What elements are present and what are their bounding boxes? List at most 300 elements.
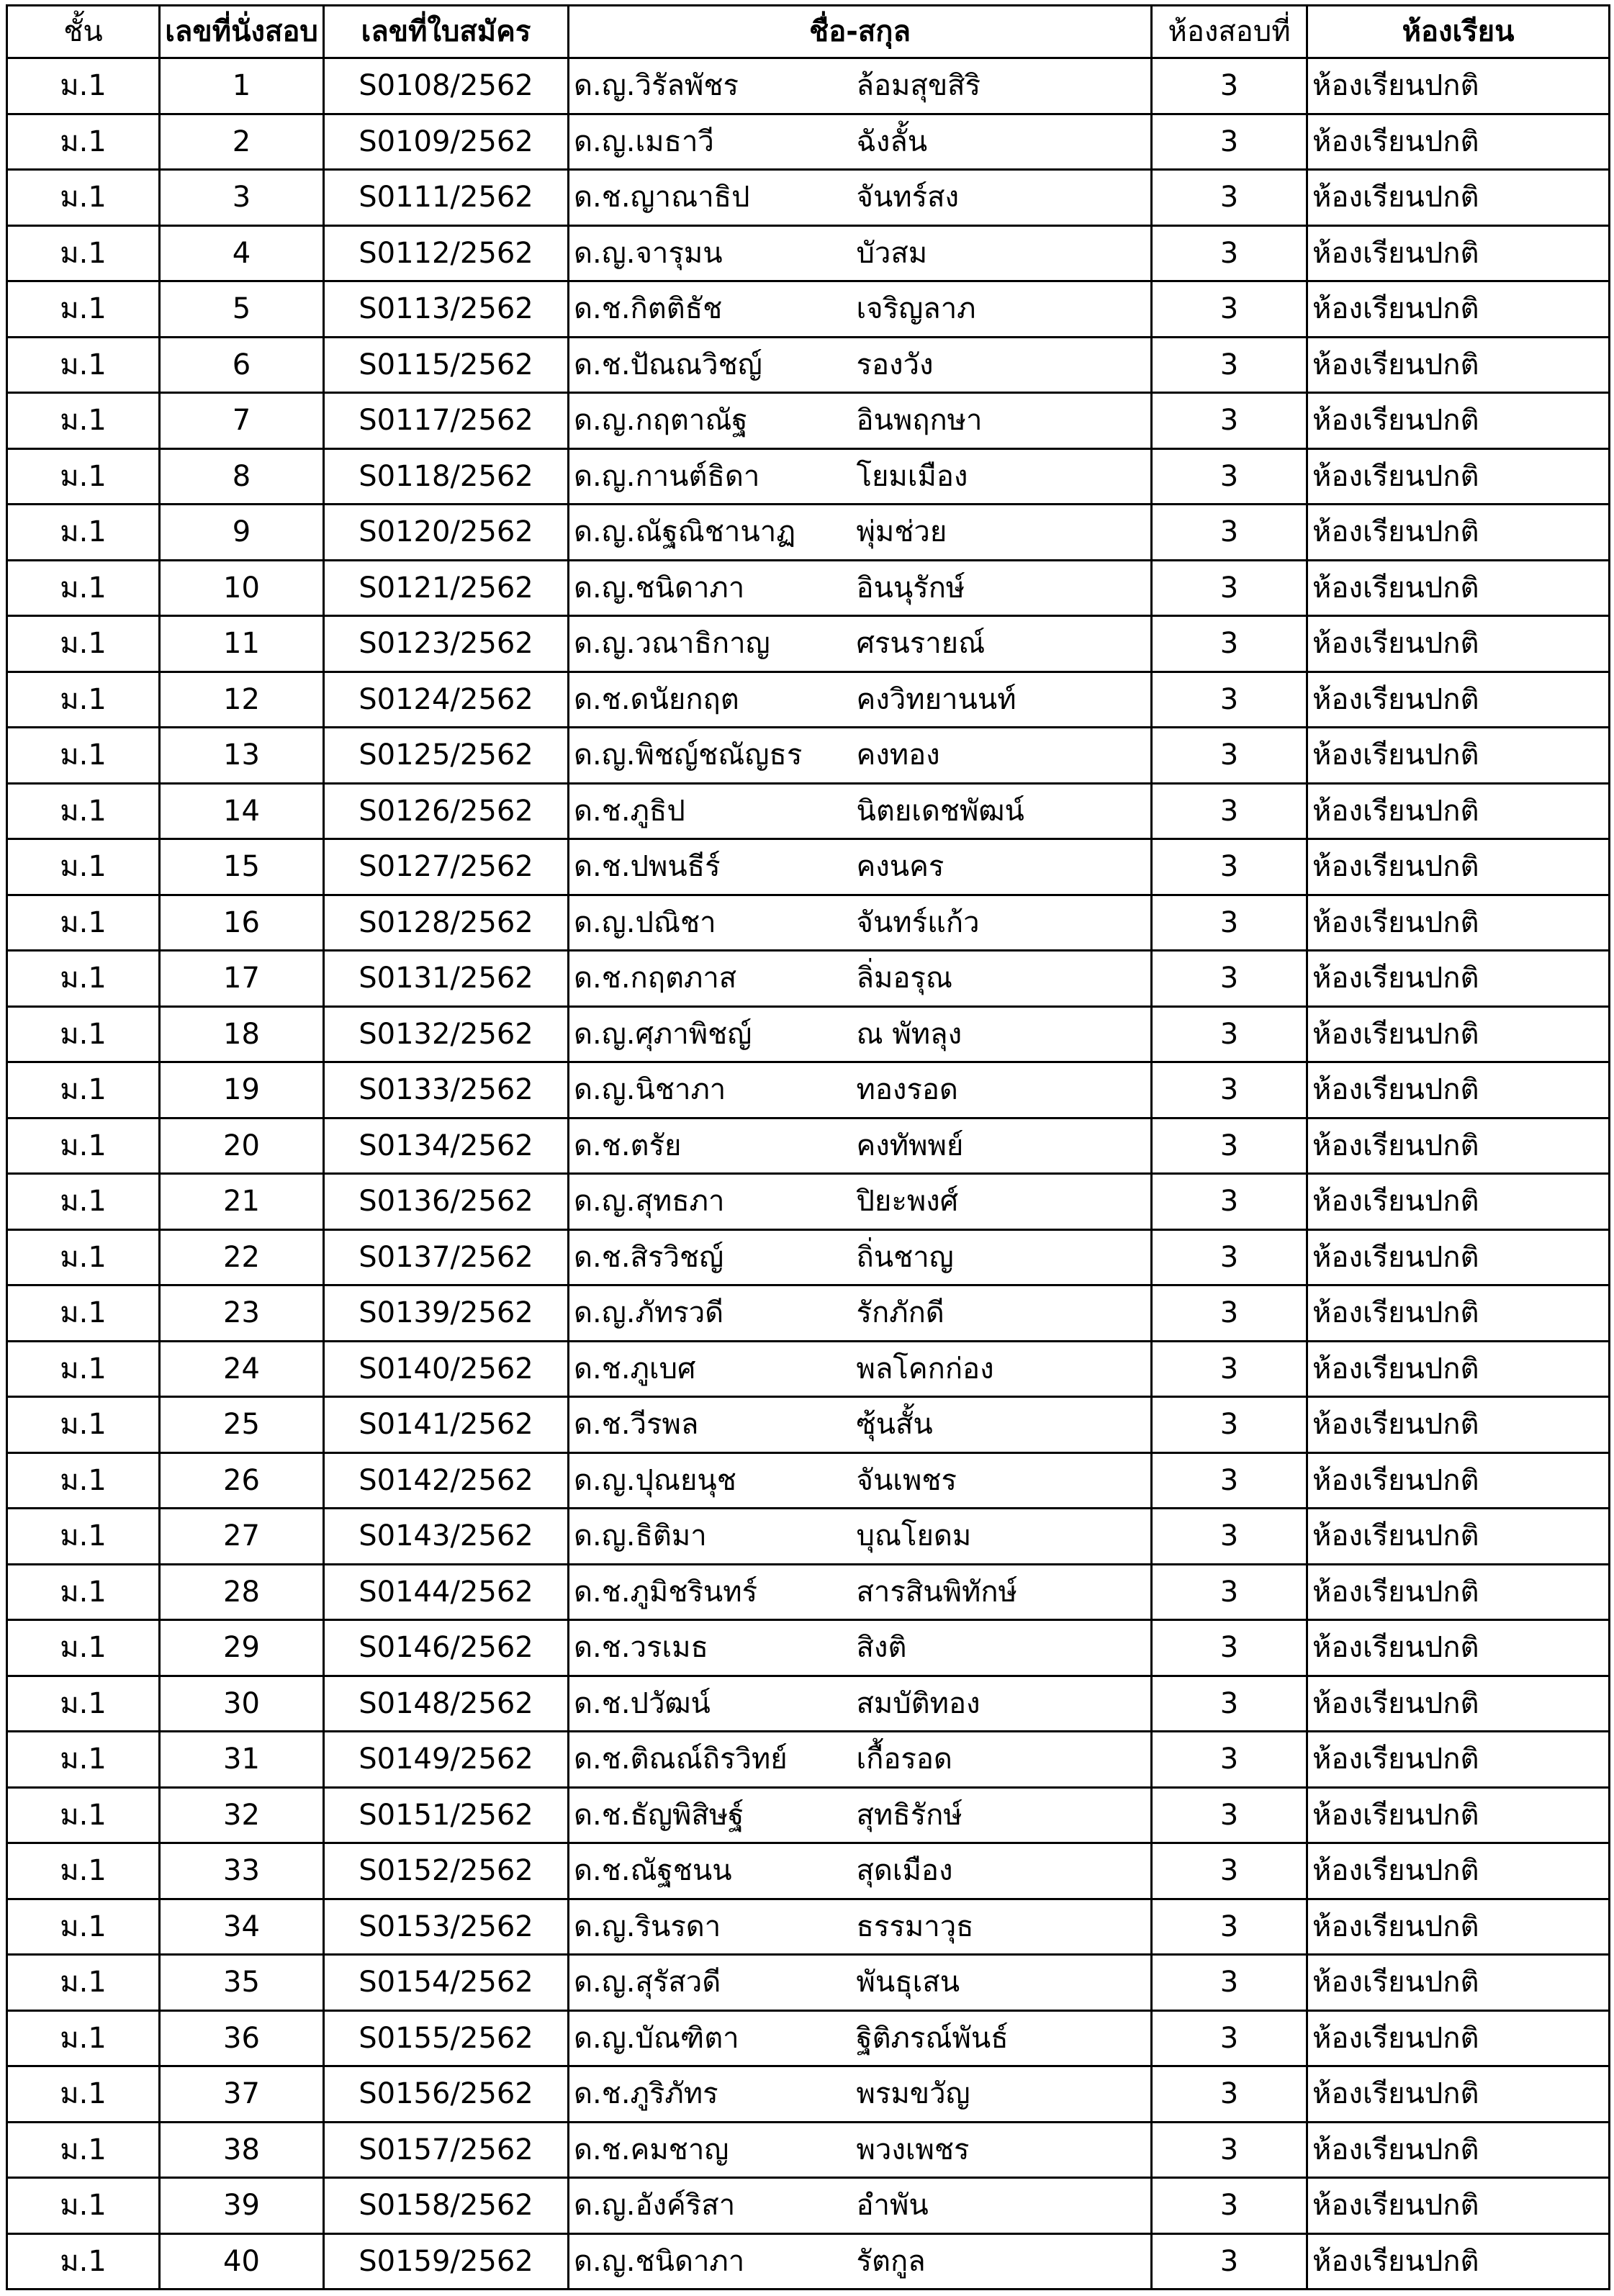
- cell-classroom: ห้องเรียนปกติ: [1307, 1006, 1610, 1062]
- cell-first-name: ด.ญ.นิชาภา: [569, 1062, 857, 1118]
- table-row: [7, 505, 1610, 561]
- cell-application-number: S0113/2562: [324, 281, 569, 338]
- cell-exam-room: 3: [1152, 1620, 1307, 1676]
- cell-application-number: S0149/2562: [324, 1732, 569, 1788]
- cell-seat-number: 38: [160, 2122, 324, 2178]
- cell-classroom: ห้องเรียนปกติ: [1307, 2178, 1610, 2234]
- table-row: [7, 170, 1610, 226]
- cell-first-name: ด.ญ.บัณฑิตา: [569, 2010, 857, 2066]
- cell-first-name: ด.ญ.วิรัลพัชร: [569, 58, 857, 114]
- cell-seat-number: 40: [160, 2233, 324, 2290]
- cell-first-name: ด.ญ.วณาธิกาญ: [569, 616, 857, 672]
- cell-exam-room: 3: [1152, 1509, 1307, 1565]
- cell-application-number: S0156/2562: [324, 2066, 569, 2123]
- cell-classroom: ห้องเรียนปกติ: [1307, 2122, 1610, 2178]
- cell-exam-room: 3: [1152, 1564, 1307, 1620]
- cell-surname: บัวสม: [857, 225, 1152, 281]
- cell-classroom: ห้องเรียนปกติ: [1307, 1341, 1610, 1397]
- cell-surname: ฉังลั้น: [857, 114, 1152, 170]
- cell-classroom: ห้องเรียนปกติ: [1307, 560, 1610, 616]
- cell-surname: สมบัติทอง: [857, 1676, 1152, 1732]
- cell-classroom: ห้องเรียนปกติ: [1307, 951, 1610, 1007]
- table-row: [7, 1787, 1610, 1843]
- cell-surname: จันทร์สง: [857, 170, 1152, 226]
- cell-application-number: S0132/2562: [324, 1006, 569, 1062]
- exam-seating-table: [6, 4, 1610, 2290]
- cell-surname: พุ่มช่วย: [857, 505, 1152, 561]
- cell-application-number: S0134/2562: [324, 1118, 569, 1174]
- cell-exam-room: 3: [1152, 1341, 1307, 1397]
- cell-first-name: ด.ญ.กฤตาณัฐ: [569, 393, 857, 449]
- cell-exam-room: 3: [1152, 1676, 1307, 1732]
- table-row: [7, 2122, 1610, 2178]
- cell-surname: สุดเมือง: [857, 1843, 1152, 1899]
- cell-exam-room: 3: [1152, 2122, 1307, 2178]
- cell-grade: ม.1: [7, 2066, 160, 2123]
- cell-classroom: ห้องเรียนปกติ: [1307, 1620, 1610, 1676]
- cell-exam-room: 3: [1152, 783, 1307, 839]
- cell-first-name: ด.ช.คมชาญ: [569, 2122, 857, 2178]
- table-row: [7, 1397, 1610, 1453]
- cell-seat-number: 17: [160, 951, 324, 1007]
- cell-surname: ซุ้นสั้น: [857, 1397, 1152, 1453]
- cell-application-number: S0144/2562: [324, 1564, 569, 1620]
- cell-seat-number: 18: [160, 1006, 324, 1062]
- cell-grade: ม.1: [7, 1732, 160, 1788]
- cell-classroom: ห้องเรียนปกติ: [1307, 783, 1610, 839]
- table-row: [7, 1955, 1610, 2011]
- cell-seat-number: 8: [160, 448, 324, 505]
- cell-seat-number: 6: [160, 337, 324, 393]
- cell-seat-number: 35: [160, 1955, 324, 2011]
- table-row: [7, 951, 1610, 1007]
- cell-classroom: ห้องเรียนปกติ: [1307, 114, 1610, 170]
- cell-exam-room: 3: [1152, 505, 1307, 561]
- cell-application-number: S0154/2562: [324, 1955, 569, 2011]
- cell-surname: นิตยเดชพัฒน์: [857, 783, 1152, 839]
- cell-grade: ม.1: [7, 2233, 160, 2290]
- cell-surname: อินนุรักษ์: [857, 560, 1152, 616]
- cell-seat-number: 12: [160, 672, 324, 728]
- cell-exam-room: 3: [1152, 58, 1307, 114]
- cell-seat-number: 5: [160, 281, 324, 338]
- cell-exam-room: 3: [1152, 1787, 1307, 1843]
- cell-first-name: ด.ญ.พิชญ์ชณัญธร: [569, 728, 857, 784]
- cell-application-number: S0111/2562: [324, 170, 569, 226]
- table-row: [7, 1732, 1610, 1788]
- cell-first-name: ด.ญ.ปณิชา: [569, 895, 857, 951]
- table-row: [7, 1006, 1610, 1062]
- cell-exam-room: 3: [1152, 1452, 1307, 1509]
- cell-classroom: ห้องเรียนปกติ: [1307, 672, 1610, 728]
- cell-grade: ม.1: [7, 1341, 160, 1397]
- cell-exam-room: 3: [1152, 1843, 1307, 1899]
- cell-application-number: S0143/2562: [324, 1509, 569, 1565]
- roster-sheet: [6, 4, 1608, 2290]
- cell-application-number: S0109/2562: [324, 114, 569, 170]
- cell-surname: รักภักดี: [857, 1285, 1152, 1342]
- cell-grade: ม.1: [7, 58, 160, 114]
- cell-seat-number: 30: [160, 1676, 324, 1732]
- cell-surname: พรมขวัญ: [857, 2066, 1152, 2123]
- cell-exam-room: 3: [1152, 1118, 1307, 1174]
- cell-grade: ม.1: [7, 448, 160, 505]
- cell-classroom: ห้องเรียนปกติ: [1307, 1229, 1610, 1285]
- cell-surname: สารสินพิทักษ์: [857, 1564, 1152, 1620]
- cell-exam-room: 3: [1152, 895, 1307, 951]
- cell-exam-room: 3: [1152, 1229, 1307, 1285]
- cell-classroom: ห้องเรียนปกติ: [1307, 839, 1610, 895]
- cell-first-name: ด.ญ.ชนิดาภา: [569, 2233, 857, 2290]
- cell-seat-number: 34: [160, 1899, 324, 1955]
- table-row: [7, 1285, 1610, 1342]
- cell-surname: โยมเมือง: [857, 448, 1152, 505]
- cell-surname: ณ พัทลุง: [857, 1006, 1152, 1062]
- cell-classroom: ห้องเรียนปกติ: [1307, 225, 1610, 281]
- cell-grade: ม.1: [7, 839, 160, 895]
- cell-application-number: S0112/2562: [324, 225, 569, 281]
- cell-seat-number: 23: [160, 1285, 324, 1342]
- cell-grade: ม.1: [7, 1509, 160, 1565]
- table-row: [7, 1341, 1610, 1397]
- cell-exam-room: 3: [1152, 281, 1307, 338]
- cell-grade: ม.1: [7, 1118, 160, 1174]
- cell-application-number: S0125/2562: [324, 728, 569, 784]
- cell-application-number: S0123/2562: [324, 616, 569, 672]
- cell-classroom: ห้องเรียนปกติ: [1307, 1564, 1610, 1620]
- cell-exam-room: 3: [1152, 2178, 1307, 2234]
- table-row: [7, 1452, 1610, 1509]
- cell-exam-room: 3: [1152, 728, 1307, 784]
- cell-application-number: S0139/2562: [324, 1285, 569, 1342]
- table-row: [7, 393, 1610, 449]
- cell-seat-number: 4: [160, 225, 324, 281]
- cell-exam-room: 3: [1152, 2233, 1307, 2290]
- cell-classroom: ห้องเรียนปกติ: [1307, 1397, 1610, 1453]
- cell-first-name: ด.ช.ปวัฒน์: [569, 1676, 857, 1732]
- cell-surname: ถิ่นชาญ: [857, 1229, 1152, 1285]
- cell-seat-number: 25: [160, 1397, 324, 1453]
- table-row: [7, 728, 1610, 784]
- cell-surname: อำพัน: [857, 2178, 1152, 2234]
- cell-application-number: S0108/2562: [324, 58, 569, 114]
- cell-seat-number: 15: [160, 839, 324, 895]
- cell-first-name: ด.ช.ญาณาธิป: [569, 170, 857, 226]
- roster-body: [7, 58, 1610, 2290]
- cell-exam-room: 3: [1152, 393, 1307, 449]
- table-row: [7, 560, 1610, 616]
- cell-exam-room: 3: [1152, 114, 1307, 170]
- table-row: [7, 1843, 1610, 1899]
- cell-seat-number: 2: [160, 114, 324, 170]
- cell-application-number: S0152/2562: [324, 1843, 569, 1899]
- cell-application-number: S0117/2562: [324, 393, 569, 449]
- table-row: [7, 672, 1610, 728]
- cell-grade: ม.1: [7, 2178, 160, 2234]
- cell-exam-room: 3: [1152, 1062, 1307, 1118]
- cell-first-name: ด.ญ.ศุภาพิชญ์: [569, 1006, 857, 1062]
- cell-surname: เกื้อรอด: [857, 1732, 1152, 1788]
- cell-exam-room: 3: [1152, 560, 1307, 616]
- cell-classroom: ห้องเรียนปกติ: [1307, 895, 1610, 951]
- cell-grade: ม.1: [7, 1452, 160, 1509]
- cell-grade: ม.1: [7, 672, 160, 728]
- cell-application-number: S0128/2562: [324, 895, 569, 951]
- cell-first-name: ด.ญ.เมธาวี: [569, 114, 857, 170]
- cell-classroom: ห้องเรียนปกติ: [1307, 1899, 1610, 1955]
- cell-grade: ม.1: [7, 2010, 160, 2066]
- cell-classroom: ห้องเรียนปกติ: [1307, 1955, 1610, 2011]
- cell-classroom: ห้องเรียนปกติ: [1307, 1509, 1610, 1565]
- cell-grade: ม.1: [7, 895, 160, 951]
- cell-surname: ฐิติภรณ์พันธ์: [857, 2010, 1152, 2066]
- cell-first-name: ด.ช.ดนัยกฤต: [569, 672, 857, 728]
- cell-exam-room: 3: [1152, 2010, 1307, 2066]
- cell-seat-number: 37: [160, 2066, 324, 2123]
- cell-surname: จันทร์แก้ว: [857, 895, 1152, 951]
- cell-application-number: S0151/2562: [324, 1787, 569, 1843]
- cell-surname: คงทัพพย์: [857, 1118, 1152, 1174]
- cell-exam-room: 3: [1152, 1006, 1307, 1062]
- cell-grade: ม.1: [7, 783, 160, 839]
- cell-surname: สิงติ: [857, 1620, 1152, 1676]
- cell-first-name: ด.ช.สิรวิชญ์: [569, 1229, 857, 1285]
- cell-grade: ม.1: [7, 1564, 160, 1620]
- cell-surname: พลโคกก่อง: [857, 1341, 1152, 1397]
- cell-first-name: ด.ช.ณัฐชนน: [569, 1843, 857, 1899]
- cell-first-name: ด.ช.วรเมธ: [569, 1620, 857, 1676]
- cell-classroom: ห้องเรียนปกติ: [1307, 1118, 1610, 1174]
- table-row: [7, 2010, 1610, 2066]
- cell-grade: ม.1: [7, 1955, 160, 2011]
- table-row: [7, 1118, 1610, 1174]
- header-grade: ชั้น: [7, 6, 160, 58]
- cell-surname: คงทอง: [857, 728, 1152, 784]
- cell-first-name: ด.ช.ภูริภัทร: [569, 2066, 857, 2123]
- cell-classroom: ห้องเรียนปกติ: [1307, 1676, 1610, 1732]
- cell-first-name: ด.ญ.ปุณยนุช: [569, 1452, 857, 1509]
- cell-application-number: S0133/2562: [324, 1062, 569, 1118]
- cell-seat-number: 33: [160, 1843, 324, 1899]
- cell-classroom: ห้องเรียนปกติ: [1307, 170, 1610, 226]
- cell-grade: ม.1: [7, 337, 160, 393]
- cell-classroom: ห้องเรียนปกติ: [1307, 1174, 1610, 1230]
- cell-surname: ศรนรายณ์: [857, 616, 1152, 672]
- cell-surname: ปิยะพงศ์: [857, 1174, 1152, 1230]
- cell-surname: ล้อมสุขสิริ: [857, 58, 1152, 114]
- cell-grade: ม.1: [7, 1787, 160, 1843]
- cell-exam-room: 3: [1152, 839, 1307, 895]
- cell-seat-number: 13: [160, 728, 324, 784]
- header-classroom: ห้องเรียน: [1307, 6, 1610, 58]
- cell-first-name: ด.ช.ภูมิชรินทร์: [569, 1564, 857, 1620]
- cell-exam-room: 3: [1152, 448, 1307, 505]
- cell-application-number: S0124/2562: [324, 672, 569, 728]
- cell-application-number: S0136/2562: [324, 1174, 569, 1230]
- cell-surname: คงวิทยานนท์: [857, 672, 1152, 728]
- header-exam-room: ห้องสอบที่: [1152, 6, 1307, 58]
- cell-first-name: ด.ช.วีรพล: [569, 1397, 857, 1453]
- cell-application-number: S0142/2562: [324, 1452, 569, 1509]
- cell-grade: ม.1: [7, 1229, 160, 1285]
- cell-application-number: S0126/2562: [324, 783, 569, 839]
- cell-exam-room: 3: [1152, 1397, 1307, 1453]
- cell-first-name: ด.ช.ปพนธีร์: [569, 839, 857, 895]
- cell-first-name: ด.ญ.ชนิดาภา: [569, 560, 857, 616]
- cell-exam-room: 3: [1152, 2066, 1307, 2123]
- cell-exam-room: 3: [1152, 1174, 1307, 1230]
- cell-seat-number: 1: [160, 58, 324, 114]
- cell-seat-number: 36: [160, 2010, 324, 2066]
- table-row: [7, 1509, 1610, 1565]
- cell-surname: ลิ่มอรุณ: [857, 951, 1152, 1007]
- cell-grade: ม.1: [7, 1676, 160, 1732]
- cell-surname: พวงเพชร: [857, 2122, 1152, 2178]
- cell-surname: จันเพชร: [857, 1452, 1152, 1509]
- table-row: [7, 895, 1610, 951]
- cell-seat-number: 26: [160, 1452, 324, 1509]
- cell-grade: ม.1: [7, 1174, 160, 1230]
- cell-application-number: S0140/2562: [324, 1341, 569, 1397]
- cell-seat-number: 21: [160, 1174, 324, 1230]
- cell-grade: ม.1: [7, 1006, 160, 1062]
- cell-seat-number: 32: [160, 1787, 324, 1843]
- cell-surname: ธรรมาวุธ: [857, 1899, 1152, 1955]
- cell-grade: ม.1: [7, 1397, 160, 1453]
- cell-grade: ม.1: [7, 170, 160, 226]
- cell-first-name: ด.ช.กฤตภาส: [569, 951, 857, 1007]
- table-row: [7, 616, 1610, 672]
- table-row: [7, 2178, 1610, 2234]
- cell-seat-number: 29: [160, 1620, 324, 1676]
- cell-application-number: S0141/2562: [324, 1397, 569, 1453]
- table-row: [7, 1229, 1610, 1285]
- cell-first-name: ด.ญ.จารุมน: [569, 225, 857, 281]
- cell-grade: ม.1: [7, 728, 160, 784]
- cell-first-name: ด.ช.ภูเบศ: [569, 1341, 857, 1397]
- cell-application-number: S0158/2562: [324, 2178, 569, 2234]
- cell-classroom: ห้องเรียนปกติ: [1307, 1062, 1610, 1118]
- cell-seat-number: 39: [160, 2178, 324, 2234]
- header-full-name: ชื่อ-สกุล: [569, 6, 1152, 58]
- header-application-number: เลขที่ใบสมัคร: [324, 6, 569, 58]
- cell-grade: ม.1: [7, 225, 160, 281]
- cell-seat-number: 16: [160, 895, 324, 951]
- header-row: [7, 6, 1610, 58]
- table-row: [7, 114, 1610, 170]
- cell-surname: รองวัง: [857, 337, 1152, 393]
- cell-application-number: S0146/2562: [324, 1620, 569, 1676]
- cell-seat-number: 20: [160, 1118, 324, 1174]
- cell-seat-number: 3: [160, 170, 324, 226]
- cell-application-number: S0131/2562: [324, 951, 569, 1007]
- cell-seat-number: 9: [160, 505, 324, 561]
- cell-grade: ม.1: [7, 2122, 160, 2178]
- cell-surname: บุณโยดม: [857, 1509, 1152, 1565]
- cell-grade: ม.1: [7, 114, 160, 170]
- table-row: [7, 839, 1610, 895]
- cell-grade: ม.1: [7, 1285, 160, 1342]
- cell-surname: สุทธิรักษ์: [857, 1787, 1152, 1843]
- cell-application-number: S0121/2562: [324, 560, 569, 616]
- cell-first-name: ด.ญ.อังค์ริสา: [569, 2178, 857, 2234]
- cell-first-name: ด.ช.ธัญพิสิษฐ์: [569, 1787, 857, 1843]
- cell-seat-number: 7: [160, 393, 324, 449]
- cell-surname: พันธุเสน: [857, 1955, 1152, 2011]
- cell-classroom: ห้องเรียนปกติ: [1307, 1732, 1610, 1788]
- cell-seat-number: 28: [160, 1564, 324, 1620]
- cell-grade: ม.1: [7, 951, 160, 1007]
- cell-first-name: ด.ช.ติณณ์ถิรวิทย์: [569, 1732, 857, 1788]
- table-row: [7, 1676, 1610, 1732]
- cell-seat-number: 11: [160, 616, 324, 672]
- cell-application-number: S0115/2562: [324, 337, 569, 393]
- cell-classroom: ห้องเรียนปกติ: [1307, 1787, 1610, 1843]
- cell-first-name: ด.ญ.สุทธภา: [569, 1174, 857, 1230]
- cell-grade: ม.1: [7, 1620, 160, 1676]
- table-row: [7, 1174, 1610, 1230]
- cell-classroom: ห้องเรียนปกติ: [1307, 505, 1610, 561]
- cell-classroom: ห้องเรียนปกติ: [1307, 1285, 1610, 1342]
- cell-classroom: ห้องเรียนปกติ: [1307, 728, 1610, 784]
- cell-exam-room: 3: [1152, 616, 1307, 672]
- cell-first-name: ด.ช.กิตติธัช: [569, 281, 857, 338]
- cell-surname: ทองรอด: [857, 1062, 1152, 1118]
- cell-exam-room: 3: [1152, 225, 1307, 281]
- table-row: [7, 1620, 1610, 1676]
- cell-grade: ม.1: [7, 505, 160, 561]
- cell-classroom: ห้องเรียนปกติ: [1307, 2010, 1610, 2066]
- cell-application-number: S0155/2562: [324, 2010, 569, 2066]
- cell-grade: ม.1: [7, 560, 160, 616]
- cell-classroom: ห้องเรียนปกติ: [1307, 448, 1610, 505]
- cell-classroom: ห้องเรียนปกติ: [1307, 2066, 1610, 2123]
- cell-application-number: S0127/2562: [324, 839, 569, 895]
- cell-grade: ม.1: [7, 616, 160, 672]
- cell-first-name: ด.ช.ตรัย: [569, 1118, 857, 1174]
- cell-first-name: ด.ญ.รินรดา: [569, 1899, 857, 1955]
- cell-first-name: ด.ญ.สุรัสวดี: [569, 1955, 857, 2011]
- cell-grade: ม.1: [7, 281, 160, 338]
- cell-exam-room: 3: [1152, 951, 1307, 1007]
- cell-classroom: ห้องเรียนปกติ: [1307, 1843, 1610, 1899]
- cell-classroom: ห้องเรียนปกติ: [1307, 2233, 1610, 2290]
- table-row: [7, 783, 1610, 839]
- cell-classroom: ห้องเรียนปกติ: [1307, 337, 1610, 393]
- cell-seat-number: 31: [160, 1732, 324, 1788]
- cell-exam-room: 3: [1152, 1285, 1307, 1342]
- table-row: [7, 337, 1610, 393]
- cell-classroom: ห้องเรียนปกติ: [1307, 393, 1610, 449]
- cell-first-name: ด.ญ.กานต์ธิดา: [569, 448, 857, 505]
- cell-first-name: ด.ญ.ภัทรวดี: [569, 1285, 857, 1342]
- cell-exam-room: 3: [1152, 1955, 1307, 2011]
- cell-application-number: S0159/2562: [324, 2233, 569, 2290]
- cell-grade: ม.1: [7, 1062, 160, 1118]
- cell-exam-room: 3: [1152, 1732, 1307, 1788]
- cell-first-name: ด.ช.ภูธิป: [569, 783, 857, 839]
- cell-first-name: ด.ช.ปัณณวิชญ์: [569, 337, 857, 393]
- cell-application-number: S0120/2562: [324, 505, 569, 561]
- cell-surname: เจริญลาภ: [857, 281, 1152, 338]
- cell-classroom: ห้องเรียนปกติ: [1307, 281, 1610, 338]
- cell-grade: ม.1: [7, 1843, 160, 1899]
- table-row: [7, 281, 1610, 338]
- table-row: [7, 1564, 1610, 1620]
- cell-application-number: S0148/2562: [324, 1676, 569, 1732]
- cell-classroom: ห้องเรียนปกติ: [1307, 58, 1610, 114]
- cell-application-number: S0118/2562: [324, 448, 569, 505]
